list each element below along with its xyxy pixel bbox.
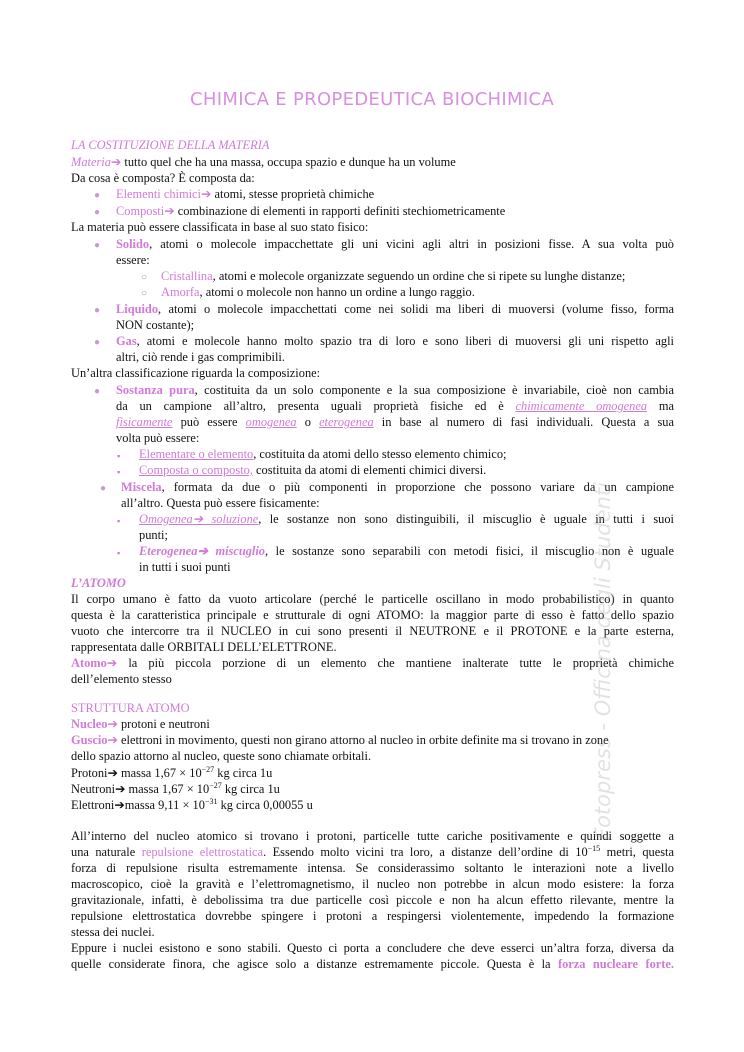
item-text: , atomi e molecole hanno molto spazio tra di loro e sono liberi di muoversi gli uni rispetto agli xyxy=(136,334,674,348)
item-text-line xyxy=(116,414,674,430)
paragraph-line: questa è la caratteristica principale e strutturale di ogni ATOMO: la maggior parte di esso è fatto dello spazio xyxy=(71,608,674,622)
term: Guscio xyxy=(71,733,108,747)
paragraph-line: Da cosa è composta? È composta da: xyxy=(71,171,255,185)
arrow-icon: ➔ xyxy=(107,717,118,731)
watermark: Fotopress - Officina degli Studenti xyxy=(591,482,615,840)
definition-text: elettroni in movimento, questi non girano attorno al nucleo in orbite definite ma si trovano in zone xyxy=(121,733,609,747)
term-text: Eterogenea xyxy=(139,544,198,558)
paragraph-line: rappresentata dalle ORBITALI DELL’ELETTRONE. xyxy=(71,640,337,654)
text: una naturale xyxy=(71,845,136,859)
term: Elementi chimici xyxy=(116,187,201,201)
text: metri, questa xyxy=(606,845,674,859)
paragraph-line: repulsione elettrostatica dovrebbe spingere i protoni a respingersi violentemente, impedendo la formazione xyxy=(71,909,674,923)
item-text: in base al numero di fasi individuali. Questa a sua xyxy=(381,415,674,429)
paragraph-line: dell’elemento stesso xyxy=(71,672,172,686)
term: repulsione elettrostatica xyxy=(141,845,264,859)
arrow-icon: ➔ xyxy=(164,204,175,218)
term: fisicamente xyxy=(116,415,173,429)
exponent: −27 xyxy=(209,780,222,790)
mass-protoni xyxy=(71,765,674,781)
list-item-solido xyxy=(116,236,674,252)
paragraph-line: dello spazio attorno al nucleo, queste sono chiamate orbitali. xyxy=(71,749,372,763)
item-text: , le sostanze non sono distinguibili, il miscuglio è uguale in tutti i suoi xyxy=(258,512,674,526)
exponent: −31 xyxy=(204,796,218,806)
definition-materia xyxy=(71,154,674,170)
term-text: soluzione xyxy=(211,512,259,526)
item-text: ma xyxy=(658,399,674,413)
term: Elementare o elemento xyxy=(139,447,254,461)
paragraph-line: La materia può essere classificata in base al suo stato fisico: xyxy=(71,220,369,234)
bullet-icon: ● xyxy=(94,240,101,251)
item-text: altri, ciò rende i gas comprimibili. xyxy=(116,350,285,364)
paragraph-line: macroscopico, cioè la gravità e l’elettromagnetismo, il nucleo non potrebbe in alcun modo esistere: la forza xyxy=(71,877,674,891)
paragraph-line: gravitazionale, infatti, è debolissima tra due particelle così piccole e non ha alcun effetto rilevante, mentre la xyxy=(71,893,674,907)
item-text: volta può essere: xyxy=(116,431,200,445)
bullet-icon: ● xyxy=(94,190,101,201)
section-heading-atomo: L’ATOMO xyxy=(71,576,126,590)
bullet-icon: ● xyxy=(94,337,101,348)
exponent: −27 xyxy=(201,764,215,774)
term: omogenea xyxy=(245,415,297,429)
square-bullet-icon: ▪ xyxy=(117,516,121,526)
paragraph-line: stessa dei nuclei. xyxy=(71,925,155,939)
definition-text: tutto quel che ha una massa, occupa spazio e dunque ha un volume xyxy=(124,155,456,169)
list-item-liquido xyxy=(116,301,674,317)
term: Nucleo xyxy=(71,717,108,731)
sub-item xyxy=(161,284,674,300)
term: chimicamente omogenea xyxy=(515,399,648,413)
circle-bullet-icon: ○ xyxy=(141,272,148,283)
bullet-icon: ● xyxy=(94,305,101,316)
term-text: miscuglio xyxy=(215,544,266,558)
arrow-icon: ➔ xyxy=(201,187,212,201)
definition-atomo xyxy=(71,655,674,671)
paragraph-line xyxy=(71,956,674,972)
list-item-sostanza-pura xyxy=(116,382,674,398)
definition-text: la più piccola porzione di un elemento che mantiene inalterate tutte le proprietà chimiche xyxy=(128,656,674,670)
mass-neutroni xyxy=(71,781,674,797)
text: . Essendo molto vicini tra loro, a distanze dell’ordine di 10 xyxy=(263,845,588,859)
paragraph-line: Eppure i nuclei esistono e sono stabili. Questo ci porta a concludere che deve esserci un’altra forza, diversa da xyxy=(71,941,674,955)
term: forza nucleare forte. xyxy=(557,957,674,971)
definition-text: protoni e neutroni xyxy=(120,717,210,731)
text: quelle considerate finora, che agisce solo a distanze estremamente piccole. Questa è la xyxy=(71,957,551,971)
term: Composti xyxy=(116,204,165,218)
term: eterogenea xyxy=(319,415,374,429)
item-text: punti; xyxy=(139,528,168,542)
arrow-icon: ➔ xyxy=(115,782,126,796)
circle-bullet-icon: ○ xyxy=(141,288,148,299)
list-item xyxy=(116,186,674,202)
term: Gas xyxy=(116,334,137,348)
item-text: in tutti i suoi punti xyxy=(139,560,231,574)
mass-elettroni xyxy=(71,797,674,813)
item-text: combinazione di elementi in rapporti definiti stechiometricamente xyxy=(177,204,506,218)
mass-unit: kg circa 1u xyxy=(217,766,273,780)
item-text: , atomi o molecole non hanno un ordine a lungo raggio. xyxy=(199,285,475,299)
item-text: essere: xyxy=(116,253,150,267)
item-text: , atomi o molecole impacchettate gli uni vicini agli altri in posizioni fisse. A sua volta può xyxy=(149,237,674,251)
mass-value: massa 1,67 × 10 xyxy=(121,766,202,780)
paragraph-line: forza di repulsione risulta estremamente intensa. Se considerassimo soltanto le interazioni note a livello xyxy=(71,861,674,875)
term xyxy=(139,544,265,558)
term-materia: Materia xyxy=(71,155,111,169)
arrow-icon: ➔ xyxy=(106,656,118,670)
arrow-icon: ➔ xyxy=(107,766,118,780)
item-text: , formata da due o più componenti in proporzione che possono variare da un campione xyxy=(161,480,674,494)
exponent: −15 xyxy=(587,844,601,853)
item-text: , le sostanze sono separabili con metodi fisici, il miscuglio non è uguale xyxy=(265,544,674,558)
term: Atomo xyxy=(71,656,107,670)
item-text-line xyxy=(116,398,674,414)
term: Amorfa xyxy=(161,285,200,299)
arrow-icon: ➔ xyxy=(114,798,125,812)
item-text: , atomi o molecole impacchettati come nei solidi ma liberi di muoversi (volume fisso, forma xyxy=(158,302,674,316)
sub-item xyxy=(161,268,674,284)
square-bullet-icon: ▪ xyxy=(117,467,121,477)
item-text: costituita da atomi di elementi chimici diversi. xyxy=(256,463,487,477)
arrow-icon: ➔ xyxy=(110,155,122,169)
item-text: all’altro. Questa può essere fisicamente: xyxy=(121,496,320,510)
term: Miscela xyxy=(121,480,162,494)
paragraph-line: vuoto che intercorre tra il NUCLEO in cui sono presenti il NEUTRONE e il PROTONE e la parte esterna, xyxy=(71,624,674,638)
square-bullet-icon: ▪ xyxy=(117,548,121,558)
term xyxy=(139,512,258,526)
list-item-gas xyxy=(116,333,674,349)
item-text: NON costante); xyxy=(116,318,195,332)
term: Protoni xyxy=(71,766,108,780)
item-text: atomi, stesse proprietà chimiche xyxy=(214,187,375,201)
term: Sostanza pura xyxy=(116,383,195,397)
section-heading-struttura: STRUTTURA ATOMO xyxy=(71,701,190,715)
term: Composta o composto, xyxy=(139,463,253,477)
paragraph-line xyxy=(71,844,674,860)
item-text: , costituita da atomi dello stesso elemento chimico; xyxy=(253,447,507,461)
arrow-icon: ➔ xyxy=(197,544,208,558)
item-text: o xyxy=(304,415,311,429)
bullet-icon: ● xyxy=(100,483,107,494)
paragraph-line: Il corpo umano è fatto da vuoto articolare (perché le particelle oscillano in modo probabilistico) in quanto xyxy=(71,592,674,606)
term: Solido xyxy=(116,237,150,251)
definition-guscio xyxy=(71,732,674,748)
mass-unit: kg circa 0,00055 u xyxy=(220,798,313,812)
paragraph-line: All’interno del nucleo atomico si trovano i protoni, particelle tutte cariche positivamente e quindi soggette a xyxy=(71,829,674,843)
definition-nucleo xyxy=(71,716,674,732)
term: Liquido xyxy=(116,302,159,316)
term: Neutroni xyxy=(71,782,116,796)
bullet-icon: ● xyxy=(94,207,101,218)
item-text: , atomi e molecole organizzate seguendo un ordine che si ripete su lunghe distanze; xyxy=(212,269,626,283)
paragraph-line: Un’altra classificazione riguarda la composizione: xyxy=(71,366,321,380)
bullet-icon: ● xyxy=(94,386,101,397)
section-heading-materia: LA COSTITUZIONE DELLA MATERIA xyxy=(71,138,270,152)
page-title: CHIMICA E PROPEDEUTICA BIOCHIMICA xyxy=(190,89,554,110)
square-bullet-icon: ▪ xyxy=(117,451,121,461)
term: Cristallina xyxy=(161,269,213,283)
arrow-icon: ➔ xyxy=(192,512,204,526)
mass-unit: kg circa 1u xyxy=(224,782,280,796)
arrow-icon: ➔ xyxy=(107,733,118,747)
sub-item xyxy=(139,446,674,462)
item-text: da un campione all’altro, presenta uguali proprietà fisiche ed è xyxy=(116,399,504,413)
item-text: , costituita da un solo componente e la sua composizione è invariabile, cioè non cambia xyxy=(194,383,674,397)
sub-item xyxy=(139,462,674,478)
term-text: Omogenea xyxy=(139,512,193,526)
mass-value: massa 1,67 × 10 xyxy=(128,782,210,796)
term: Elettroni xyxy=(71,798,115,812)
mass-value: massa 9,11 × 10 xyxy=(124,798,205,812)
item-text: può essere xyxy=(180,415,238,429)
list-item xyxy=(116,203,674,219)
